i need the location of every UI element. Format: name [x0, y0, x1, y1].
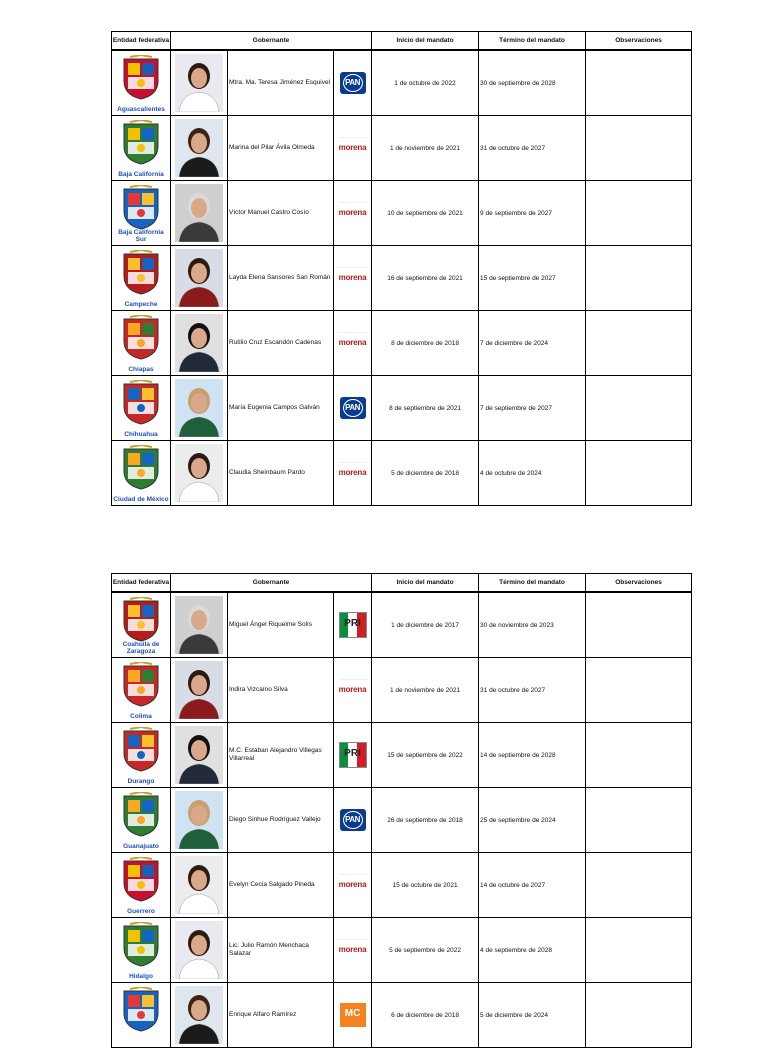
party-cell — [334, 246, 372, 311]
entidad-name: Campeche — [124, 301, 158, 308]
pri-logo: PRI — [339, 612, 367, 638]
inicio-cell: 15 de septiembre de 2022 — [372, 723, 479, 788]
state-crest-icon — [120, 55, 162, 101]
header-inicio: Inicio del mandato — [372, 574, 479, 593]
header-observaciones: Observaciones — [586, 574, 692, 593]
governor-photo — [175, 921, 223, 979]
gobernante-name: Diego Sinhue Rodríguez Vallejo — [228, 788, 334, 853]
governor-photo — [175, 791, 223, 849]
entidad-name: Baja California Sur — [118, 229, 164, 243]
pan-logo: PAN — [340, 809, 366, 831]
governors-table-1 — [111, 31, 692, 506]
entidad-name: Hidalgo — [129, 973, 153, 980]
entidad-name: Baja California — [118, 171, 164, 178]
party-cell — [334, 181, 372, 246]
entidad-cell — [112, 311, 171, 376]
photo-cell — [171, 592, 228, 658]
morena-logo: morena — [337, 458, 369, 488]
photo-cell — [171, 658, 228, 723]
observaciones-cell — [586, 788, 692, 853]
photo-cell — [171, 983, 228, 1048]
state-crest-icon — [120, 250, 162, 296]
state-crest-icon — [120, 662, 162, 708]
table-row — [112, 853, 692, 918]
termino-cell: 4 de septiembre de 2028 — [479, 918, 586, 983]
header-termino: Término del mandato — [479, 574, 586, 593]
entidad-name: Guerrero — [127, 908, 155, 915]
header-row — [112, 574, 692, 593]
inicio-cell: 10 de septiembre de 2021 — [372, 181, 479, 246]
observaciones-cell — [586, 441, 692, 506]
termino-cell: 5 de diciembre de 2024 — [479, 983, 586, 1048]
party-cell — [334, 50, 372, 116]
morena-logo: morena — [337, 935, 369, 965]
governor-photo — [175, 379, 223, 437]
party-cell — [334, 788, 372, 853]
entidad-cell — [112, 246, 171, 311]
observaciones-cell — [586, 723, 692, 788]
entidad-cell — [112, 983, 171, 1048]
table-row — [112, 918, 692, 983]
photo-cell — [171, 723, 228, 788]
entidad-cell — [112, 723, 171, 788]
morena-logo: morena — [337, 870, 369, 900]
table-row — [112, 311, 692, 376]
termino-cell: 7 de diciembre de 2024 — [479, 311, 586, 376]
entidad-cell — [112, 376, 171, 441]
inicio-cell: 8 de diciembre de 2018 — [372, 311, 479, 376]
observaciones-cell — [586, 983, 692, 1048]
entidad-cell — [112, 918, 171, 983]
mc-logo: MC — [340, 1003, 366, 1027]
gobernante-name: Marina del Pilar Ávila Olmeda — [228, 116, 334, 181]
pan-logo: PAN — [340, 72, 366, 94]
table-row — [112, 116, 692, 181]
table-row — [112, 181, 692, 246]
termino-cell: 7 de septiembre de 2027 — [479, 376, 586, 441]
entidad-name: Ciudad de México — [113, 496, 169, 503]
table-row — [112, 441, 692, 506]
entidad-cell — [112, 116, 171, 181]
gobernante-name: Mtra. Ma. Teresa Jiménez Esquivel — [228, 50, 334, 116]
observaciones-cell — [586, 918, 692, 983]
photo-cell — [171, 181, 228, 246]
termino-cell: 4 de octubre de 2024 — [479, 441, 586, 506]
observaciones-cell — [586, 658, 692, 723]
photo-cell — [171, 116, 228, 181]
termino-cell: 15 de septiembre de 2027 — [479, 246, 586, 311]
gobernante-name: Layda Elena Sansores San Román — [228, 246, 334, 311]
header-inicio: Inicio del mandato — [372, 32, 479, 51]
inicio-cell: 1 de diciembre de 2017 — [372, 592, 479, 658]
state-crest-icon — [120, 120, 162, 166]
pan-logo: PAN — [340, 397, 366, 419]
inicio-cell: 5 de septiembre de 2022 — [372, 918, 479, 983]
table-row — [112, 376, 692, 441]
gobernante-name: Claudia Sheinbaum Pardo — [228, 441, 334, 506]
gobernante-name: Miguel Ángel Riquelme Solís — [228, 592, 334, 658]
state-crest-icon — [120, 922, 162, 968]
termino-cell: 31 de octubre de 2027 — [479, 116, 586, 181]
photo-cell — [171, 788, 228, 853]
inicio-cell: 8 de septiembre de 2021 — [372, 376, 479, 441]
entidad-name: Colima — [130, 713, 152, 720]
party-cell — [334, 376, 372, 441]
entidad-name: Chihuahua — [124, 431, 158, 438]
table-row — [112, 658, 692, 723]
governor-photo — [175, 596, 223, 654]
photo-cell — [171, 441, 228, 506]
state-crest-icon — [120, 185, 162, 231]
entidad-name: Coahuila de Zaragoza — [122, 641, 160, 655]
governor-photo — [175, 249, 223, 307]
state-crest-icon — [120, 857, 162, 903]
table-row — [112, 723, 692, 788]
inicio-cell: 1 de octubre de 2022 — [372, 50, 479, 116]
observaciones-cell — [586, 592, 692, 658]
entidad-cell — [112, 181, 171, 246]
morena-logo: morena — [337, 328, 369, 358]
party-cell — [334, 723, 372, 788]
header-termino: Término del mandato — [479, 32, 586, 51]
inicio-cell: 1 de noviembre de 2021 — [372, 116, 479, 181]
termino-cell: 30 de noviembre de 2023 — [479, 592, 586, 658]
pri-logo: PRI — [339, 742, 367, 768]
photo-cell — [171, 311, 228, 376]
inicio-cell: 16 de septiembre de 2021 — [372, 246, 479, 311]
entidad-cell — [112, 592, 171, 658]
header-entidad: Entidad federativa — [112, 32, 171, 51]
governor-photo — [175, 184, 223, 242]
inicio-cell: 26 de septiembre de 2018 — [372, 788, 479, 853]
party-cell — [334, 592, 372, 658]
state-crest-icon — [120, 792, 162, 838]
entidad-cell — [112, 853, 171, 918]
gobernante-name: Enrique Alfaro Ramírez — [228, 983, 334, 1048]
entidad-cell — [112, 441, 171, 506]
state-crest-icon — [120, 987, 162, 1033]
observaciones-cell — [586, 246, 692, 311]
gobernante-name: Rutilio Cruz Escandón Cadenas — [228, 311, 334, 376]
party-cell — [334, 116, 372, 181]
morena-logo: morena — [337, 675, 369, 705]
photo-cell — [171, 50, 228, 116]
header-observaciones: Observaciones — [586, 32, 692, 51]
state-crest-icon — [120, 445, 162, 491]
observaciones-cell — [586, 181, 692, 246]
morena-logo: morena — [337, 133, 369, 163]
observaciones-cell — [586, 116, 692, 181]
termino-cell: 30 de septiembre de 2028 — [479, 50, 586, 116]
entidad-name: Durango — [127, 778, 155, 785]
governors-table-2 — [111, 573, 692, 1048]
governor-photo — [175, 986, 223, 1044]
party-cell — [334, 853, 372, 918]
party-cell — [334, 441, 372, 506]
photo-cell — [171, 246, 228, 311]
gobernante-name: Víctor Manuel Castro Cosío — [228, 181, 334, 246]
inicio-cell: 1 de noviembre de 2021 — [372, 658, 479, 723]
state-crest-icon — [120, 597, 162, 643]
entidad-name: Guanajuato — [123, 843, 159, 850]
observaciones-cell — [586, 311, 692, 376]
termino-cell: 9 de septiembre de 2027 — [479, 181, 586, 246]
termino-cell: 14 de septiembre de 2028 — [479, 723, 586, 788]
gobernante-name: Lic. Julio Ramón Menchaca Salazar — [228, 918, 334, 983]
inicio-cell: 15 de octubre de 2021 — [372, 853, 479, 918]
termino-cell: 31 de octubre de 2027 — [479, 658, 586, 723]
morena-logo: morena — [337, 263, 369, 293]
table-row — [112, 788, 692, 853]
gobernante-name: María Eugenia Campos Galván — [228, 376, 334, 441]
inicio-cell: 6 de diciembre de 2018 — [372, 983, 479, 1048]
governor-photo — [175, 444, 223, 502]
observaciones-cell — [586, 50, 692, 116]
header-entidad: Entidad federativa — [112, 574, 171, 593]
gobernante-name: Evelyn Cecia Salgado Pineda — [228, 853, 334, 918]
governor-photo — [175, 856, 223, 914]
governor-photo — [175, 661, 223, 719]
photo-cell — [171, 918, 228, 983]
governor-photo — [175, 54, 223, 112]
gobernante-name: Indira Vizcaíno Silva — [228, 658, 334, 723]
inicio-cell: 5 de diciembre de 2018 — [372, 441, 479, 506]
morena-logo: morena — [337, 198, 369, 228]
entidad-name: Aguascalientes — [117, 106, 165, 113]
party-cell — [334, 983, 372, 1048]
gobernante-name: M.C. Estaban Alejandro Villegas Villarreal — [228, 723, 334, 788]
party-cell — [334, 918, 372, 983]
header-gobernante: Gobernante — [171, 32, 372, 51]
header-row — [112, 32, 692, 51]
termino-cell: 14 de octubre de 2027 — [479, 853, 586, 918]
governor-photo — [175, 314, 223, 372]
party-cell — [334, 658, 372, 723]
entidad-name: Chiapas — [128, 366, 154, 373]
table-row — [112, 246, 692, 311]
table-row — [112, 983, 692, 1048]
table-row — [112, 592, 692, 658]
governor-photo — [175, 119, 223, 177]
header-gobernante: Gobernante — [171, 574, 372, 593]
photo-cell — [171, 376, 228, 441]
entidad-cell — [112, 658, 171, 723]
observaciones-cell — [586, 376, 692, 441]
table-row — [112, 50, 692, 116]
state-crest-icon — [120, 380, 162, 426]
termino-cell: 25 de septiembre de 2024 — [479, 788, 586, 853]
party-cell — [334, 311, 372, 376]
entidad-cell — [112, 50, 171, 116]
photo-cell — [171, 853, 228, 918]
state-crest-icon — [120, 315, 162, 361]
governor-photo — [175, 726, 223, 784]
observaciones-cell — [586, 853, 692, 918]
entidad-cell — [112, 788, 171, 853]
state-crest-icon — [120, 727, 162, 773]
